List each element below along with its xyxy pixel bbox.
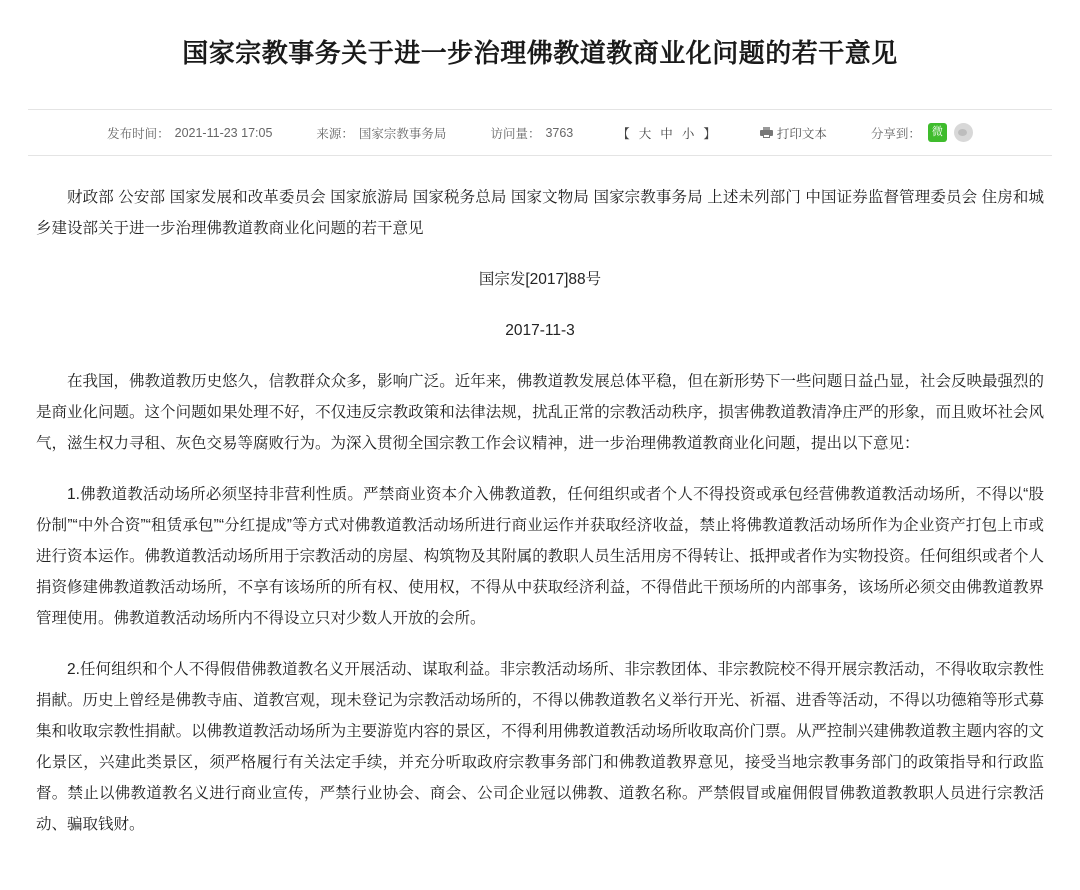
print-button[interactable] <box>738 124 849 142</box>
document-page <box>0 17 1080 890</box>
bracket-right: 】 <box>703 126 716 141</box>
document-date: 2017-11-3 <box>505 322 575 340</box>
share-controls <box>849 123 995 142</box>
article-meta-bar <box>28 109 1052 156</box>
publish-time-label: 发布时间： <box>107 126 170 141</box>
source-value: 国家宗教事务局 <box>358 126 447 141</box>
font-size-controls <box>595 124 738 142</box>
publish-time <box>85 124 294 142</box>
view-count <box>468 124 595 142</box>
paragraph-item-2: 2.任何组织和个人不得假借佛教道教名义开展活动、谋取利益。非宗教活动场所、非宗教团体、非宗教院校不得开展宗教活动，不得收取宗教性捐献。历史上曾经是佛教寺庙、道教宫观，现未登记为宗教活动场所的，不得以佛教道教名义举行开光、祈福、进香等活动，不得以功德箱等形式募集和收取宗教性捐献。以佛教道教活动场所为主要游览内容的景区，不得利用佛教道教活动场所收取高价门票。从严控制兴建佛教道教主题内容的文化景区，兴建此类景区，须严格履行有关法定手续，并充分听取政府宗教事务部门和佛教道教界意见，接受当地宗教事务部门的政策指导和行政监督。禁止以佛教道教名义进行商业宣传，严禁行业协会、商会、公司企业冠以佛教、道教名称。严禁假冒或雇佣假冒佛教道教教职人员进行宗教活动、骗取钱财。 <box>36 661 1044 834</box>
article-body <box>0 156 1080 890</box>
page-title: 国家宗教事务关于进一步治理佛教道教商业化问题的若干意见 <box>182 38 898 69</box>
paragraph-item-1: 1.佛教道教活动场所必须坚持非营利性质。严禁商业资本介入佛教道教，任何组织或者个人不得投资或承包经营佛教道教活动场所，不得以“股份制”“中外合资”“租赁承包”“分红提成”等方式对佛教道教活动场所进行商业运作并获取经济收益，禁止将佛教道教活动场所作为企业资产打包上市或进行资本运作。佛教道教活动场所用于宗教活动的房屋、构筑物及其附属的教职人员生活用房不得转让、抵押或者作为实物投资。任何组织或者个人捐资修建佛教道教活动场所，不享有该场所的所有权、使用权，不得从中获取经济利益，不得借此干预场所的内部事务，该场所必须交由佛教道教界管理使用。佛教道教活动场所内不得设立只对少数人开放的会所。 <box>36 486 1044 628</box>
font-size-medium[interactable]: 中 <box>660 126 673 141</box>
source <box>294 124 468 142</box>
font-size-small[interactable]: 小 <box>681 126 695 141</box>
font-size-large[interactable]: 大 <box>638 126 652 141</box>
source-label: 来源： <box>316 126 354 141</box>
view-count-label: 访问量： <box>490 126 541 141</box>
document-number: 国宗发[2017]88号 <box>478 271 602 289</box>
paragraph-intro: 在我国，佛教道教历史悠久，信教群众众多，影响广泛。近年来，佛教道教发展总体平稳，但在新形势下一些问题日益凸显，社会反映最强烈的是商业化问题。这个问题如果处理不好，不仅违反宗教政策和法律法规，扰乱正常的宗教活动秩序，损害佛教道教清净庄严的形象，而且败坏社会风气，滋生权力寻租、灰色交易等腐败行为。为深入贯彻全国宗教工作会议精神，进一步治理佛教道教商业化问题，提出以下意见： <box>36 373 1044 453</box>
publish-time-value: 2021-11-23 17:05 <box>174 125 273 140</box>
departments-line: 财政部 公安部 国家发展和改革委员会 国家旅游局 国家税务总局 国家文物局 国家宗教事务局 上述未列部门 中国证券监督管理委员会 住房和城乡建设部关于进一步治理佛教道教商业化问题的若干意见 <box>36 189 1044 238</box>
wechat-icon[interactable]: 微 <box>928 123 947 142</box>
bracket-left: 【 <box>617 126 630 141</box>
printer-icon <box>760 127 773 138</box>
view-count-value: 3763 <box>545 125 574 140</box>
share-label: 分享到： <box>870 126 921 141</box>
print-label: 打印文本 <box>776 126 827 141</box>
weibo-icon[interactable] <box>954 123 973 142</box>
